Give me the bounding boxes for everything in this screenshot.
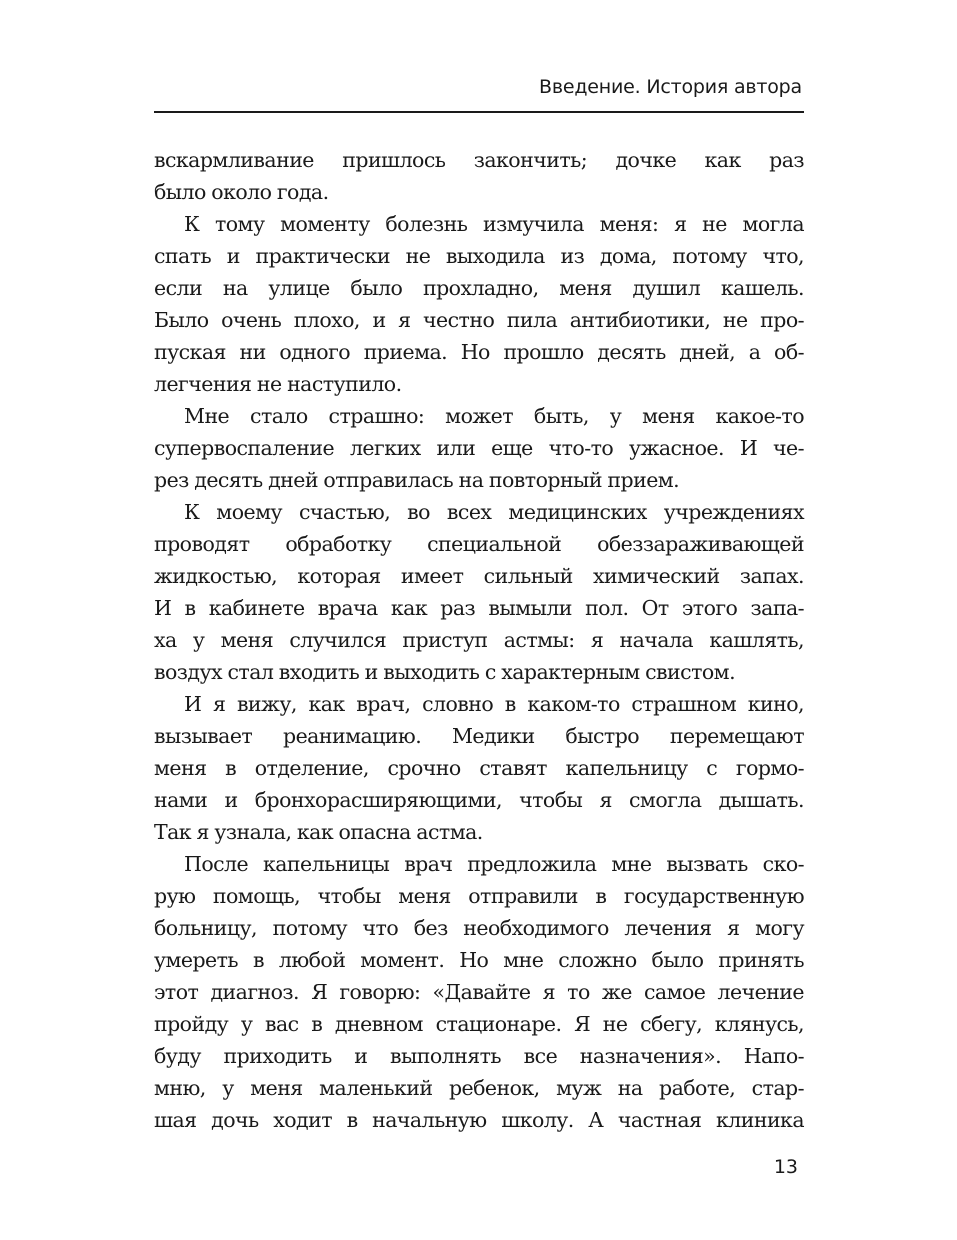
text-line: если на улице было прохладно, меня душил кашель. [154, 276, 804, 300]
text-line: пуская ни одного приема. Но прошло десять дней, а об- [154, 340, 804, 364]
body-text [154, 144, 804, 1136]
text-line: После капельницы врач предложила мне вызвать ско- [184, 852, 804, 876]
header-rule [154, 111, 804, 113]
text-line: К моему счастью, во всех медицинских учреждениях [184, 500, 804, 524]
text-line: легчения не наступило. [154, 372, 402, 396]
text-line: супервоспаление легких или еще что-то ужасное. И че- [154, 436, 804, 460]
text-line: буду приходить и выполнять все назначения». Напо- [154, 1044, 804, 1068]
paragraph [154, 400, 804, 496]
text-line: жидкостью, которая имеет сильный химический запах. [154, 564, 804, 588]
text-line: Мне стало страшно: может быть, у меня какое-то [184, 404, 804, 428]
text-line: рез десять дней отправилась на повторный прием. [154, 468, 680, 492]
text-line: спать и практически не выходила из дома, потому что, [154, 244, 804, 268]
text-line: шая дочь ходит в начальную школу. А частная клиника [154, 1108, 804, 1132]
text-line: вскармливание пришлось закончить; дочке как раз [154, 148, 804, 172]
paragraph [154, 848, 804, 1136]
paragraph [154, 688, 804, 848]
page-number: 13 [773, 1156, 798, 1178]
text-line: умереть в любой момент. Но мне сложно было принять [154, 948, 804, 972]
paragraph [154, 208, 804, 400]
text-line: пройду у вас в дневном стационаре. Я не сбегу, клянусь, [154, 1012, 804, 1036]
text-line: вызывает реанимацию. Медики быстро перемещают [154, 724, 804, 748]
text-line: рую помощь, чтобы меня отправили в государственную [154, 884, 804, 908]
text-line: нами и бронхорасширяющими, чтобы я смогла дышать. [154, 788, 804, 812]
text-line: больницу, потому что без необходимого лечения я могу [154, 916, 804, 940]
running-head: Введение. История автора [539, 76, 802, 98]
paragraph [154, 144, 804, 208]
text-line: меня в отделение, срочно ставят капельницу с гормо- [154, 756, 804, 780]
text-line: мню, у меня маленький ребенок, муж на работе, стар- [154, 1076, 804, 1100]
text-line: ха у меня случился приступ астмы: я начала кашлять, [154, 628, 804, 652]
text-line: И в кабинете врача как раз вымыли пол. От этого запа- [154, 596, 804, 620]
text-line: Было очень плохо, и я честно пила антибиотики, не про- [154, 308, 804, 332]
text-line: воздух стал входить и выходить с характерным свистом. [154, 660, 736, 684]
text-line: было около года. [154, 180, 329, 204]
text-line: И я вижу, как врач, словно в каком-то страшном кино, [184, 692, 804, 716]
text-line: этот диагноз. Я говорю: «Давайте я то же самое лечение [154, 980, 804, 1004]
text-line: К тому моменту болезнь измучила меня: я не могла [184, 212, 804, 236]
paragraph [154, 496, 804, 688]
text-line: проводят обработку специальной обеззараживающей [154, 532, 804, 556]
text-line: Так я узнала, как опасна астма. [154, 820, 483, 844]
